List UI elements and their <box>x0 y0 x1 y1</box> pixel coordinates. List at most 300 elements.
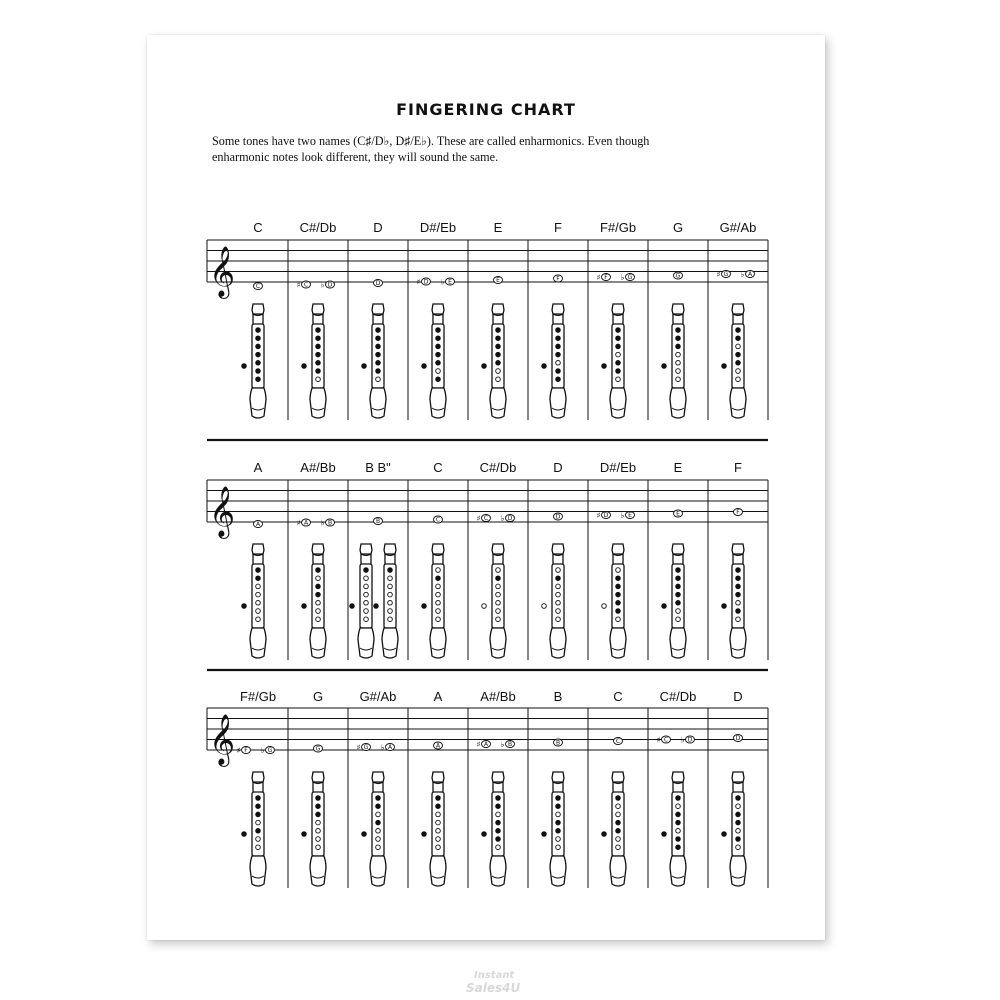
open-hole <box>388 609 393 614</box>
recorder-head <box>552 772 564 782</box>
note-label: B <box>553 689 563 704</box>
note-letter: C <box>303 281 309 289</box>
closed-hole <box>436 576 441 581</box>
note-letter: B <box>555 739 561 747</box>
open-hole <box>364 592 369 597</box>
note-head <box>741 270 755 279</box>
open-hole <box>388 584 393 589</box>
thumb-hole-closed <box>242 832 247 837</box>
note-head <box>297 519 311 528</box>
note-letter: F <box>556 275 560 283</box>
closed-hole <box>616 820 621 825</box>
closed-hole <box>256 336 261 341</box>
recorder-drawing <box>242 304 266 418</box>
note-letter: A <box>303 519 309 527</box>
thumb-hole-closed <box>374 604 379 609</box>
closed-hole <box>256 804 261 809</box>
recorder-head <box>360 544 372 554</box>
closed-hole <box>376 352 381 357</box>
open-hole <box>316 820 321 825</box>
recorder-head <box>252 772 264 782</box>
accidental-sign: ♭ <box>620 511 625 520</box>
recorder-head <box>252 304 264 314</box>
closed-hole <box>616 328 621 333</box>
note-head <box>381 743 395 752</box>
note-letter: D <box>603 512 609 520</box>
recorder-head <box>612 772 624 782</box>
recorder-head <box>372 304 384 314</box>
note-label: F#/Gb <box>599 220 637 235</box>
open-hole <box>736 601 741 606</box>
recorder-drawing <box>542 772 566 886</box>
note-label: C <box>613 689 623 704</box>
thumb-hole-closed <box>350 604 355 609</box>
accidental-sign: ♯ <box>296 518 301 528</box>
open-hole <box>556 592 561 597</box>
open-hole <box>616 837 621 842</box>
note-head <box>501 740 515 749</box>
closed-hole <box>736 609 741 614</box>
closed-hole <box>616 592 621 597</box>
closed-hole <box>736 576 741 581</box>
accidental-sign: ♯ <box>716 270 721 279</box>
accidental-sign: ♯ <box>356 743 361 752</box>
closed-hole <box>436 361 441 366</box>
recorder-drawing <box>482 544 506 658</box>
open-hole <box>436 812 441 817</box>
closed-hole <box>316 328 321 333</box>
closed-hole <box>676 344 681 349</box>
open-hole <box>676 804 681 809</box>
recorder-foot <box>550 856 566 886</box>
open-hole <box>256 837 261 842</box>
accidental-sign: ♭ <box>500 514 505 523</box>
recorder-head <box>552 304 564 314</box>
open-hole <box>436 609 441 614</box>
accidental-sign: ♭ <box>320 518 325 528</box>
closed-hole <box>556 336 561 341</box>
closed-hole <box>616 584 621 589</box>
open-hole <box>556 584 561 589</box>
note-head <box>374 518 383 526</box>
note-letter: C <box>615 738 621 746</box>
open-hole <box>496 584 501 589</box>
recorder-drawing <box>602 304 626 418</box>
open-hole <box>316 601 321 606</box>
closed-hole <box>616 601 621 606</box>
open-hole <box>556 812 561 817</box>
recorder-drawing <box>482 772 506 886</box>
note-head <box>614 738 623 746</box>
note-letter: A <box>387 744 393 752</box>
note-head <box>434 516 443 524</box>
closed-hole <box>676 336 681 341</box>
thumb-hole-closed <box>722 832 727 837</box>
open-hole <box>436 837 441 842</box>
closed-hole <box>256 568 261 573</box>
closed-hole <box>616 576 621 581</box>
recorder-drawing <box>722 772 746 886</box>
closed-hole <box>436 352 441 357</box>
recorder-head <box>312 772 324 782</box>
closed-hole <box>496 352 501 357</box>
note-letter: A <box>747 271 753 279</box>
recorder-drawing <box>722 304 746 418</box>
closed-hole <box>256 829 261 834</box>
thumb-hole-closed <box>662 604 667 609</box>
note-label: G <box>312 689 324 704</box>
accidental-sign: ♯ <box>296 280 301 290</box>
open-hole <box>676 352 681 357</box>
note-head <box>237 746 251 755</box>
closed-hole <box>496 361 501 366</box>
open-hole <box>436 369 441 374</box>
recorder-drawing <box>602 772 626 886</box>
closed-hole <box>736 837 741 842</box>
closed-hole <box>496 804 501 809</box>
note-label: G#/Ab <box>719 220 757 235</box>
closed-hole <box>616 369 621 374</box>
open-hole <box>316 617 321 622</box>
open-hole <box>256 584 261 589</box>
open-hole <box>436 820 441 825</box>
recorder-drawing <box>602 544 626 658</box>
open-hole <box>496 377 501 382</box>
closed-hole <box>676 592 681 597</box>
closed-hole <box>256 344 261 349</box>
recorder-head <box>552 544 564 554</box>
recorder-foot <box>610 856 626 886</box>
recorder-foot <box>490 856 506 886</box>
note-letter: A <box>435 742 441 750</box>
closed-hole <box>736 584 741 589</box>
note-letter: E <box>676 510 680 518</box>
closed-hole <box>496 796 501 801</box>
recorder-foot <box>610 388 626 418</box>
note-label: C <box>253 220 263 235</box>
closed-hole <box>736 796 741 801</box>
open-hole <box>436 845 441 850</box>
open-hole <box>256 617 261 622</box>
open-hole <box>364 576 369 581</box>
closed-hole <box>376 804 381 809</box>
thumb-hole-closed <box>482 364 487 369</box>
thumb-hole-closed <box>362 364 367 369</box>
recorder-drawing <box>662 304 686 418</box>
closed-hole <box>556 820 561 825</box>
closed-hole <box>676 584 681 589</box>
note-head <box>261 746 275 755</box>
recorder-drawing <box>362 304 386 418</box>
recorder-foot <box>550 388 566 418</box>
accidental-sign: ♭ <box>320 280 325 290</box>
note-letter: F <box>736 509 740 517</box>
open-hole <box>376 845 381 850</box>
open-hole <box>316 845 321 850</box>
note-letter: G <box>267 747 273 755</box>
open-hole <box>676 829 681 834</box>
note-label: B B" <box>365 460 391 475</box>
closed-hole <box>736 336 741 341</box>
closed-hole <box>556 344 561 349</box>
note-head <box>357 743 371 752</box>
thumb-hole-open <box>542 604 547 609</box>
open-hole <box>376 829 381 834</box>
note-label: A <box>253 460 263 475</box>
recorder-drawing <box>302 544 326 658</box>
thumb-hole-closed <box>602 364 607 369</box>
note-head <box>657 736 671 745</box>
recorder-foot <box>490 388 506 418</box>
closed-hole <box>256 369 261 374</box>
closed-hole <box>616 796 621 801</box>
note-letter: C <box>435 516 441 524</box>
recorder-head <box>492 544 504 554</box>
open-hole <box>496 812 501 817</box>
recorder-foot <box>610 628 626 658</box>
recorder-head <box>732 772 744 782</box>
note-head <box>254 283 263 291</box>
closed-hole <box>316 344 321 349</box>
closed-hole <box>616 361 621 366</box>
closed-hole <box>376 369 381 374</box>
open-hole <box>736 377 741 382</box>
closed-hole <box>316 812 321 817</box>
recorder-drawing <box>542 304 566 418</box>
note-head <box>734 735 743 743</box>
closed-hole <box>436 377 441 382</box>
recorder-head <box>432 304 444 314</box>
open-hole <box>316 837 321 842</box>
note-head <box>554 513 563 521</box>
open-hole <box>436 617 441 622</box>
note-letter: D <box>735 735 741 743</box>
recorder-drawing <box>482 304 506 418</box>
open-hole <box>736 344 741 349</box>
closed-hole <box>676 328 681 333</box>
thumb-hole-closed <box>422 604 427 609</box>
note-head <box>674 272 683 280</box>
thumb-hole-closed <box>242 364 247 369</box>
closed-hole <box>496 820 501 825</box>
note-letter: D <box>507 515 513 523</box>
recorder-head <box>672 544 684 554</box>
recorder-head <box>672 772 684 782</box>
closed-hole <box>676 601 681 606</box>
thumb-hole-open <box>482 604 487 609</box>
note-letter: F <box>604 274 608 282</box>
closed-hole <box>388 568 393 573</box>
recorder-head <box>432 772 444 782</box>
closed-hole <box>316 796 321 801</box>
open-hole <box>496 592 501 597</box>
thumb-hole-closed <box>722 364 727 369</box>
note-label: D#/Eb <box>419 220 457 235</box>
note-label: E <box>673 460 683 475</box>
note-head <box>494 277 503 285</box>
recorder-drawing <box>302 304 326 418</box>
recorder-head <box>612 544 624 554</box>
intro-line: Some tones have two names (C♯/D♭, D♯/E♭). These are called enharmonics. Even though <box>212 134 650 148</box>
recorder-foot <box>310 388 326 418</box>
recorder-head <box>492 772 504 782</box>
open-hole <box>496 568 501 573</box>
closed-hole <box>556 796 561 801</box>
closed-hole <box>376 796 381 801</box>
closed-hole <box>616 829 621 834</box>
note-letter: B <box>507 741 513 749</box>
closed-hole <box>436 328 441 333</box>
watermark-line: Instant <box>474 970 515 981</box>
open-hole <box>556 617 561 622</box>
watermark-logo <box>466 970 536 996</box>
open-hole <box>436 568 441 573</box>
closed-hole <box>436 336 441 341</box>
open-hole <box>316 576 321 581</box>
accidental-sign: ♯ <box>236 746 241 755</box>
note-head <box>441 278 455 287</box>
note-letter: G <box>723 271 729 279</box>
accidental-sign: ♯ <box>476 740 481 749</box>
thumb-hole-closed <box>362 832 367 837</box>
open-hole <box>364 601 369 606</box>
open-hole <box>676 369 681 374</box>
recorder-foot <box>310 628 326 658</box>
closed-hole <box>676 576 681 581</box>
open-hole <box>496 617 501 622</box>
closed-hole <box>556 829 561 834</box>
recorder-head <box>384 544 396 554</box>
recorder-drawing <box>302 772 326 886</box>
open-hole <box>676 609 681 614</box>
note-letter: D <box>555 513 561 521</box>
note-letter: B <box>375 518 381 526</box>
recorder-head <box>312 304 324 314</box>
open-hole <box>436 829 441 834</box>
closed-hole <box>616 609 621 614</box>
closed-hole <box>316 804 321 809</box>
closed-hole <box>676 845 681 850</box>
note-label: F <box>554 220 562 235</box>
treble-clef-icon: 𝄞 <box>209 714 236 765</box>
open-hole <box>388 601 393 606</box>
open-hole <box>496 601 501 606</box>
closed-hole <box>616 344 621 349</box>
note-label: A <box>433 689 443 704</box>
recorder-foot <box>670 856 686 886</box>
closed-hole <box>676 820 681 825</box>
closed-hole <box>376 328 381 333</box>
open-hole <box>496 845 501 850</box>
closed-hole <box>496 328 501 333</box>
closed-hole <box>556 328 561 333</box>
closed-hole <box>364 568 369 573</box>
note-label: C <box>433 460 443 475</box>
closed-hole <box>256 361 261 366</box>
accidental-sign: ♯ <box>656 735 661 745</box>
thumb-hole-closed <box>422 832 427 837</box>
recorder-foot <box>310 856 326 886</box>
open-hole <box>616 804 621 809</box>
thumb-hole-closed <box>242 604 247 609</box>
recorder-foot <box>730 856 746 886</box>
closed-hole <box>256 796 261 801</box>
closed-hole <box>436 804 441 809</box>
note-letter: D <box>423 278 429 286</box>
open-hole <box>388 617 393 622</box>
closed-hole <box>736 568 741 573</box>
note-head <box>681 736 695 745</box>
closed-hole <box>316 336 321 341</box>
open-hole <box>376 812 381 817</box>
accidental-sign: ♯ <box>416 277 421 287</box>
accidental-sign: ♯ <box>476 514 481 523</box>
accidental-sign: ♭ <box>680 735 685 745</box>
recorder-foot <box>358 628 374 658</box>
note-letter: A <box>483 741 489 749</box>
accidental-sign: ♭ <box>380 743 385 752</box>
closed-hole <box>316 352 321 357</box>
note-letter: A <box>255 521 261 529</box>
open-hole <box>316 829 321 834</box>
note-head <box>374 280 383 288</box>
open-hole <box>616 352 621 357</box>
closed-hole <box>736 328 741 333</box>
open-hole <box>364 617 369 622</box>
chart-row <box>207 689 768 888</box>
closed-hole <box>256 352 261 357</box>
open-hole <box>376 837 381 842</box>
note-head <box>434 742 443 750</box>
recorder-head <box>612 304 624 314</box>
accidental-sign: ♭ <box>500 740 505 749</box>
open-hole <box>556 601 561 606</box>
recorder-drawing <box>350 544 374 658</box>
open-hole <box>316 609 321 614</box>
recorder-foot <box>370 388 386 418</box>
note-label: C#/Db <box>659 689 697 704</box>
note-label: D#/Eb <box>599 460 637 475</box>
note-letter: D <box>687 736 693 744</box>
closed-hole <box>316 568 321 573</box>
recorder-foot <box>250 856 266 886</box>
recorder-foot <box>250 388 266 418</box>
open-hole <box>616 812 621 817</box>
thumb-hole-closed <box>542 364 547 369</box>
note-head <box>321 281 335 290</box>
open-hole <box>676 377 681 382</box>
note-letter: G <box>627 274 633 282</box>
open-hole <box>256 845 261 850</box>
recorder-drawing <box>542 544 566 658</box>
accidental-sign: ♭ <box>620 273 625 282</box>
note-label: D <box>373 220 383 235</box>
recorder-drawing <box>422 544 446 658</box>
note-letter: D <box>375 280 381 288</box>
open-hole <box>436 601 441 606</box>
treble-clef-icon: 𝄞 <box>209 486 236 537</box>
note-letter: G <box>315 745 321 753</box>
recorder-foot <box>370 856 386 886</box>
note-letter: E <box>448 278 452 286</box>
closed-hole <box>676 812 681 817</box>
thumb-hole-closed <box>422 364 427 369</box>
open-hole <box>496 369 501 374</box>
recorder-foot <box>430 388 446 418</box>
open-hole <box>256 820 261 825</box>
note-head <box>621 511 635 520</box>
recorder-drawing <box>422 772 446 886</box>
